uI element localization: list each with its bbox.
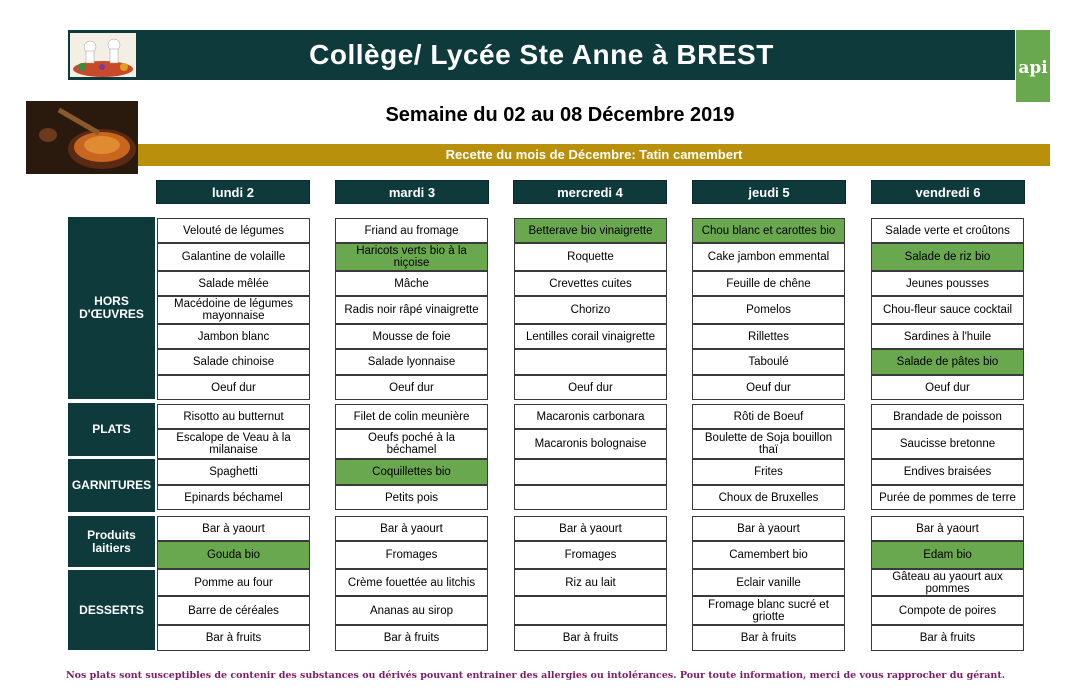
menu-cell: Salade mêlée <box>157 271 310 296</box>
menu-cell: Compote de poires <box>871 596 1024 625</box>
menu-cell: Bar à yaourt <box>514 516 667 541</box>
menu-cell: Salade chinoise <box>157 349 310 375</box>
menu-cell: Spaghetti <box>157 459 310 485</box>
menu-cell: Barre de céréales <box>157 596 310 625</box>
menu-cell: Macaronis carbonara <box>514 404 667 429</box>
menu-cell: Ananas au sirop <box>335 596 488 625</box>
menu-cell: Velouté de légumes <box>157 218 310 243</box>
menu-cell: Crème fouettée au litchis <box>335 569 488 596</box>
menu-cell: Macédoine de légumes mayonnaise <box>157 296 310 324</box>
menu-cell: Bar à yaourt <box>335 516 488 541</box>
recipe-text: Recette du mois de Décembre: Tatin camembert <box>445 147 743 162</box>
menu-cell: Gouda bio <box>157 541 310 569</box>
category-desserts: DESSERTS <box>68 570 155 650</box>
menu-cell: Lentilles corail vinaigrette <box>514 324 667 349</box>
menu-cell: Salade de pâtes bio <box>871 349 1024 375</box>
menu-cell: Salade de riz bio <box>871 243 1024 271</box>
menu-cell: Crevettes cuites <box>514 271 667 296</box>
menu-cell: Bar à fruits <box>871 625 1024 651</box>
menu-cell: Mousse de foie <box>335 324 488 349</box>
category-hors-doeuvres: HORS D'ŒUVRES <box>68 217 155 399</box>
menu-cell: Camembert bio <box>692 541 845 569</box>
menu-cell <box>514 349 667 375</box>
recipe-banner <box>138 144 1050 166</box>
menu-cell: Chou-fleur sauce cocktail <box>871 296 1024 324</box>
menu-cell: Friand au fromage <box>335 218 488 243</box>
menu-cell: Rôti de Boeuf <box>692 404 845 429</box>
menu-cell: Epinards béchamel <box>157 485 310 510</box>
allergy-footer-note: Nos plats sont susceptibles de contenir des substances ou dérivés pouvant entrainer des allergies ou intolérances. Pour toute information, merci de vous rapprocher du gérant. <box>65 670 1006 681</box>
menu-cell: Saucisse bretonne <box>871 429 1024 459</box>
menu-cell: Rillettes <box>692 324 845 349</box>
menu-cell: Purée de pommes de terre <box>871 485 1024 510</box>
menu-cell: Escalope de Veau à la milanaise <box>157 429 310 459</box>
menu-cell: Salade verte et croûtons <box>871 218 1024 243</box>
menu-cell: Pomme au four <box>157 569 310 596</box>
menu-cell: Bar à yaourt <box>157 516 310 541</box>
menu-cell: Radis noir râpé vinaigrette <box>335 296 488 324</box>
menu-cell: Frites <box>692 459 845 485</box>
chef-illustration-icon <box>70 33 136 77</box>
day-header-monday: lundi 2 <box>156 180 310 204</box>
menu-cell: Sardines à l'huile <box>871 324 1024 349</box>
menu-cell: Coquillettes bio <box>335 459 488 485</box>
menu-cell: Eclair vanille <box>692 569 845 596</box>
api-logo <box>1016 30 1050 102</box>
menu-cell: Roquette <box>514 243 667 271</box>
day-header-tuesday: mardi 3 <box>335 180 489 204</box>
menu-cell: Boulette de Soja bouillon thaï <box>692 429 845 459</box>
category-garnitures: GARNITURES <box>68 459 155 512</box>
menu-cell: Oeuf dur <box>871 375 1024 400</box>
menu-cell: Oeuf dur <box>514 375 667 400</box>
day-header-friday: vendredi 6 <box>871 180 1025 204</box>
food-photo-icon <box>26 101 138 174</box>
menu-cell: Bar à fruits <box>335 625 488 651</box>
menu-cell: Bar à fruits <box>157 625 310 651</box>
menu-cell: Oeuf dur <box>692 375 845 400</box>
menu-cell: Betterave bio vinaigrette <box>514 218 667 243</box>
menu-cell: Galantine de volaille <box>157 243 310 271</box>
menu-cell: Taboulé <box>692 349 845 375</box>
menu-cell: Fromages <box>335 541 488 569</box>
menu-cell: Jeunes pousses <box>871 271 1024 296</box>
menu-cell: Pomelos <box>692 296 845 324</box>
menu-cell: Chou blanc et carottes bio <box>692 218 845 243</box>
week-title: Semaine du 02 au 08 Décembre 2019 <box>385 104 735 126</box>
menu-cell: Endives braisées <box>871 459 1024 485</box>
menu-cell <box>514 459 667 485</box>
menu-cell: Riz au lait <box>514 569 667 596</box>
menu-cell: Fromages <box>514 541 667 569</box>
menu-cell: Choux de Bruxelles <box>692 485 845 510</box>
category-produits-laitiers: Produits laitiers <box>68 516 155 567</box>
menu-cell: Macaronis bolognaise <box>514 429 667 459</box>
menu-cell: Salade lyonnaise <box>335 349 488 375</box>
menu-cell: Haricots verts bio à la niçoise <box>335 243 488 271</box>
menu-cell: Fromage blanc sucré et griotte <box>692 596 845 625</box>
menu-cell: Bar à fruits <box>514 625 667 651</box>
page-title: Collège/ Lycée Ste Anne à BREST <box>309 39 774 70</box>
api-logo-text: api <box>1018 58 1048 78</box>
category-plats: PLATS <box>68 403 155 456</box>
menu-cell: Edam bio <box>871 541 1024 569</box>
day-header-thursday: jeudi 5 <box>692 180 846 204</box>
menu-cell: Oeuf dur <box>335 375 488 400</box>
menu-cell: Oeufs poché à la béchamel <box>335 429 488 459</box>
menu-cell <box>514 485 667 510</box>
title-banner <box>68 30 1015 80</box>
menu-cell: Jambon blanc <box>157 324 310 349</box>
menu-cell: Bar à yaourt <box>692 516 845 541</box>
menu-cell: Feuille de chêne <box>692 271 845 296</box>
menu-cell: Oeuf dur <box>157 375 310 400</box>
menu-cell: Cake jambon emmental <box>692 243 845 271</box>
menu-cell: Chorizo <box>514 296 667 324</box>
day-header-wednesday: mercredi 4 <box>513 180 667 204</box>
menu-cell: Bar à yaourt <box>871 516 1024 541</box>
menu-cell: Mâche <box>335 271 488 296</box>
menu-cell: Filet de colin meunière <box>335 404 488 429</box>
menu-cell: Bar à fruits <box>692 625 845 651</box>
menu-cell <box>514 596 667 625</box>
menu-cell: Gâteau au yaourt aux pommes <box>871 569 1024 596</box>
menu-cell: Brandade de poisson <box>871 404 1024 429</box>
menu-cell: Risotto au butternut <box>157 404 310 429</box>
menu-cell: Petits pois <box>335 485 488 510</box>
